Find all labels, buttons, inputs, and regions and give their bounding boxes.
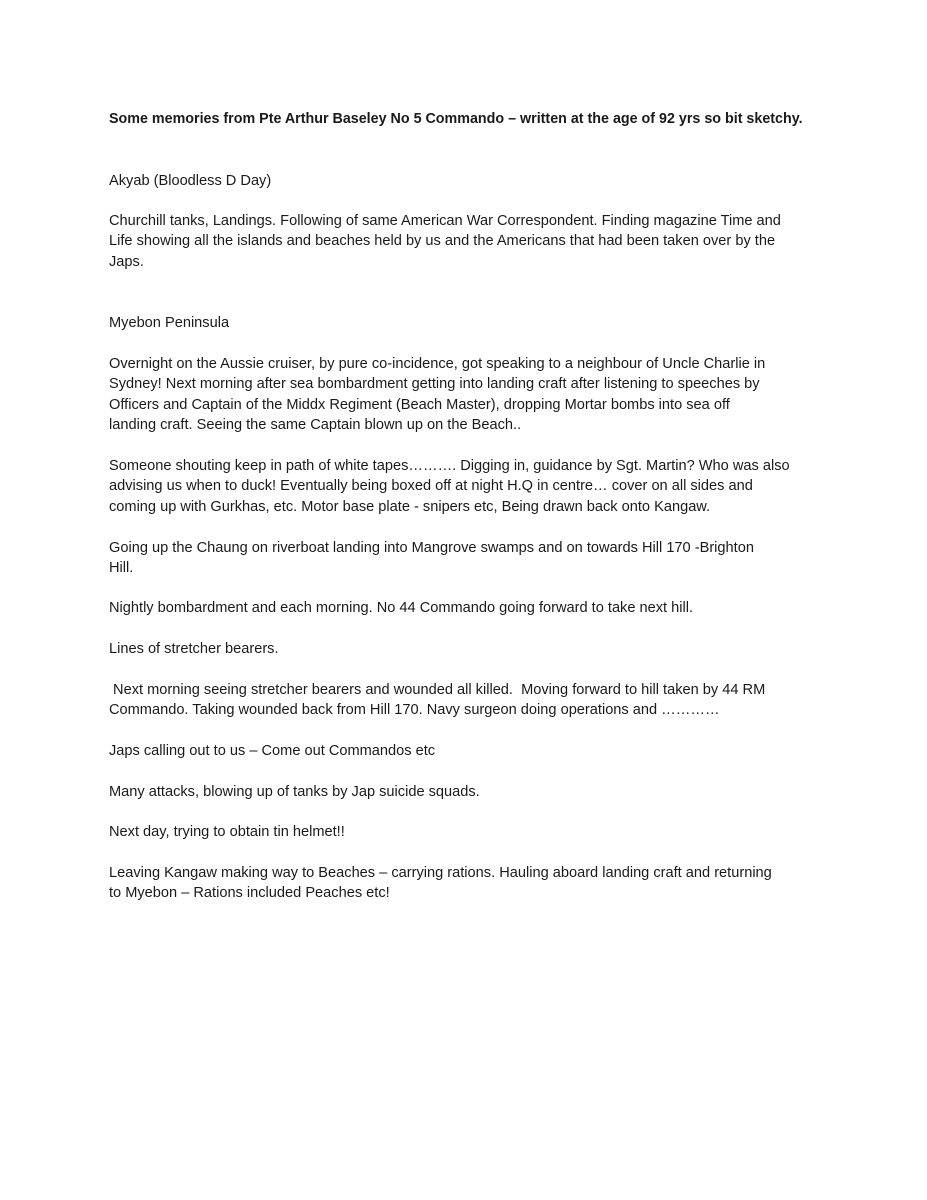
paragraph-chaung xyxy=(109,538,821,579)
paragraph-leaving-kangaw xyxy=(109,863,821,904)
paragraph-white-tapes xyxy=(109,456,821,517)
text-line: Life showing all the islands and beaches held by us and the Americans that had been taken over by the xyxy=(109,233,776,250)
text-line: Leaving Kangaw making way to Beaches – carrying rations. Hauling aboard landing craft and returning xyxy=(109,865,772,881)
text-line: Officers and Captain of the Middx Regiment (Beach Master), dropping Mortar bombs into sea off xyxy=(109,396,730,413)
paragraph-tin-helmet xyxy=(109,822,821,842)
section-heading-akyab xyxy=(109,171,821,191)
paragraph-stretcher-bearers xyxy=(109,639,821,659)
text-line: advising us when to duck! Eventually being boxed off at night H.Q in centre… cover on all sides and xyxy=(109,478,753,495)
section-heading-myebon xyxy=(109,313,821,333)
text-line: coming up with Gurkhas, etc. Motor base plate - snipers etc, Being drawn back onto Kangaw. xyxy=(109,498,711,515)
title-text: Some memories from Pte Arthur Baseley No 5 Commando – written at the age of 92 yrs so bit sketchy. xyxy=(109,111,803,127)
text-line: Commando. Taking wounded back from Hill 170. Navy surgeon doing operations and ………… xyxy=(109,702,720,719)
text-line: Someone shouting keep in path of white tapes………. Digging in, guidance by Sgt. Martin? Who was also xyxy=(109,458,790,474)
text-line: landing craft. Seeing the same Captain blown up on the Beach.. xyxy=(109,416,522,433)
text-line: Nightly bombardment and each morning. No 44 Commando going forward to take next hill. xyxy=(109,600,694,616)
text-line: Lines of stretcher bearers. xyxy=(109,641,279,657)
heading-text: Myebon Peninsula xyxy=(109,315,230,331)
text-line: Churchill tanks, Landings. Following of same American War Correspondent. Finding magazine Time and xyxy=(109,213,781,229)
document-title xyxy=(109,109,821,129)
paragraph-aussie-cruiser xyxy=(109,354,821,435)
paragraph-many-attacks xyxy=(109,782,821,802)
paragraph-next-morning xyxy=(109,680,821,721)
paragraph-akyab-landings xyxy=(109,211,821,272)
text-line: Japs calling out to us – Come out Commandos etc xyxy=(109,743,436,759)
paragraph-bombardment xyxy=(109,598,821,618)
text-line: Going up the Chaung on riverboat landing into Mangrove swamps and on towards Hill 170 -Brighton xyxy=(109,540,754,556)
paragraph-japs-calling xyxy=(109,741,821,761)
text-line: to Myebon – Rations included Peaches etc! xyxy=(109,885,390,902)
text-line: Sydney! Next morning after sea bombardment getting into landing craft after listening to speeches by xyxy=(109,376,760,393)
heading-text: Akyab (Bloodless D Day) xyxy=(109,173,272,189)
text-line: Next day, trying to obtain tin helmet!! xyxy=(109,824,345,840)
text-line: Next morning seeing stretcher bearers and wounded all killed. Moving forward to hill taken by 44 RM xyxy=(109,682,766,698)
text-line: Overnight on the Aussie cruiser, by pure co-incidence, got speaking to a neighbour of Uncle Charlie in xyxy=(109,356,766,372)
text-line: Japs. xyxy=(109,253,144,270)
text-line: Hill. xyxy=(109,560,134,577)
text-line: Many attacks, blowing up of tanks by Jap suicide squads. xyxy=(109,784,480,800)
